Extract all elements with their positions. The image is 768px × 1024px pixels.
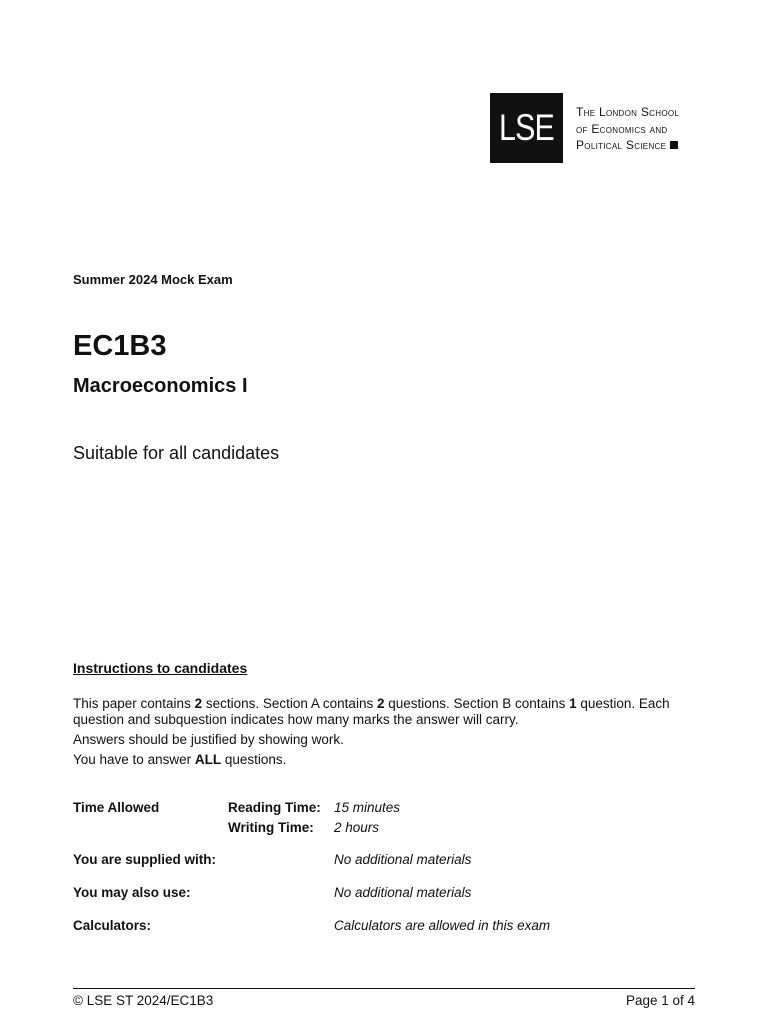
supplied-label: You are supplied with: xyxy=(73,852,217,867)
exam-period: Summer 2024 Mock Exam xyxy=(73,272,233,287)
logo-line-2: of Economics and xyxy=(576,121,668,136)
lse-logo-mark: LSE xyxy=(490,93,563,163)
suitability-note: Suitable for all candidates xyxy=(73,443,280,463)
writing-time-label: Writing Time: xyxy=(228,820,314,835)
calculators-label: Calculators: xyxy=(73,918,152,933)
course-title: Macroeconomics I xyxy=(73,375,248,397)
instructions-paragraph-2: Answers should be justified by showing work. xyxy=(73,732,344,747)
instructions-heading: Instructions to candidates xyxy=(73,660,248,676)
page-number: Page 1 of 4 xyxy=(625,993,695,1008)
instructions-body xyxy=(73,696,703,768)
calculators-value: Calculators are allowed in this exam xyxy=(334,918,551,933)
lse-logo-wordmark xyxy=(576,104,679,154)
logo-square-icon xyxy=(670,141,678,149)
logo-line-3: Political Science xyxy=(576,137,679,154)
instructions-paragraph-1: This paper contains 2 sections. Section A contains 2 questions. Section B contains 1 question. Each question and subquestion indicates how many marks the answer will carry. xyxy=(73,696,670,727)
reading-time-value: 15 minutes xyxy=(334,800,401,815)
may-use-value: No additional materials xyxy=(334,885,472,900)
logo-line-1: The London School xyxy=(576,105,680,119)
may-use-label: You may also use: xyxy=(73,885,191,900)
reading-time-label: Reading Time: xyxy=(228,800,321,815)
lse-logo xyxy=(490,93,696,163)
instructions-paragraph-3: You have to answer ALL questions. xyxy=(73,752,287,767)
time-allowed-label: Time Allowed xyxy=(73,800,160,815)
footer-copyright: © LSE ST 2024/EC1B3 xyxy=(73,993,214,1008)
writing-time-value: 2 hours xyxy=(334,820,380,835)
footer-divider xyxy=(73,988,695,989)
course-code: EC1B3 xyxy=(73,330,167,362)
supplied-value: No additional materials xyxy=(334,852,472,867)
